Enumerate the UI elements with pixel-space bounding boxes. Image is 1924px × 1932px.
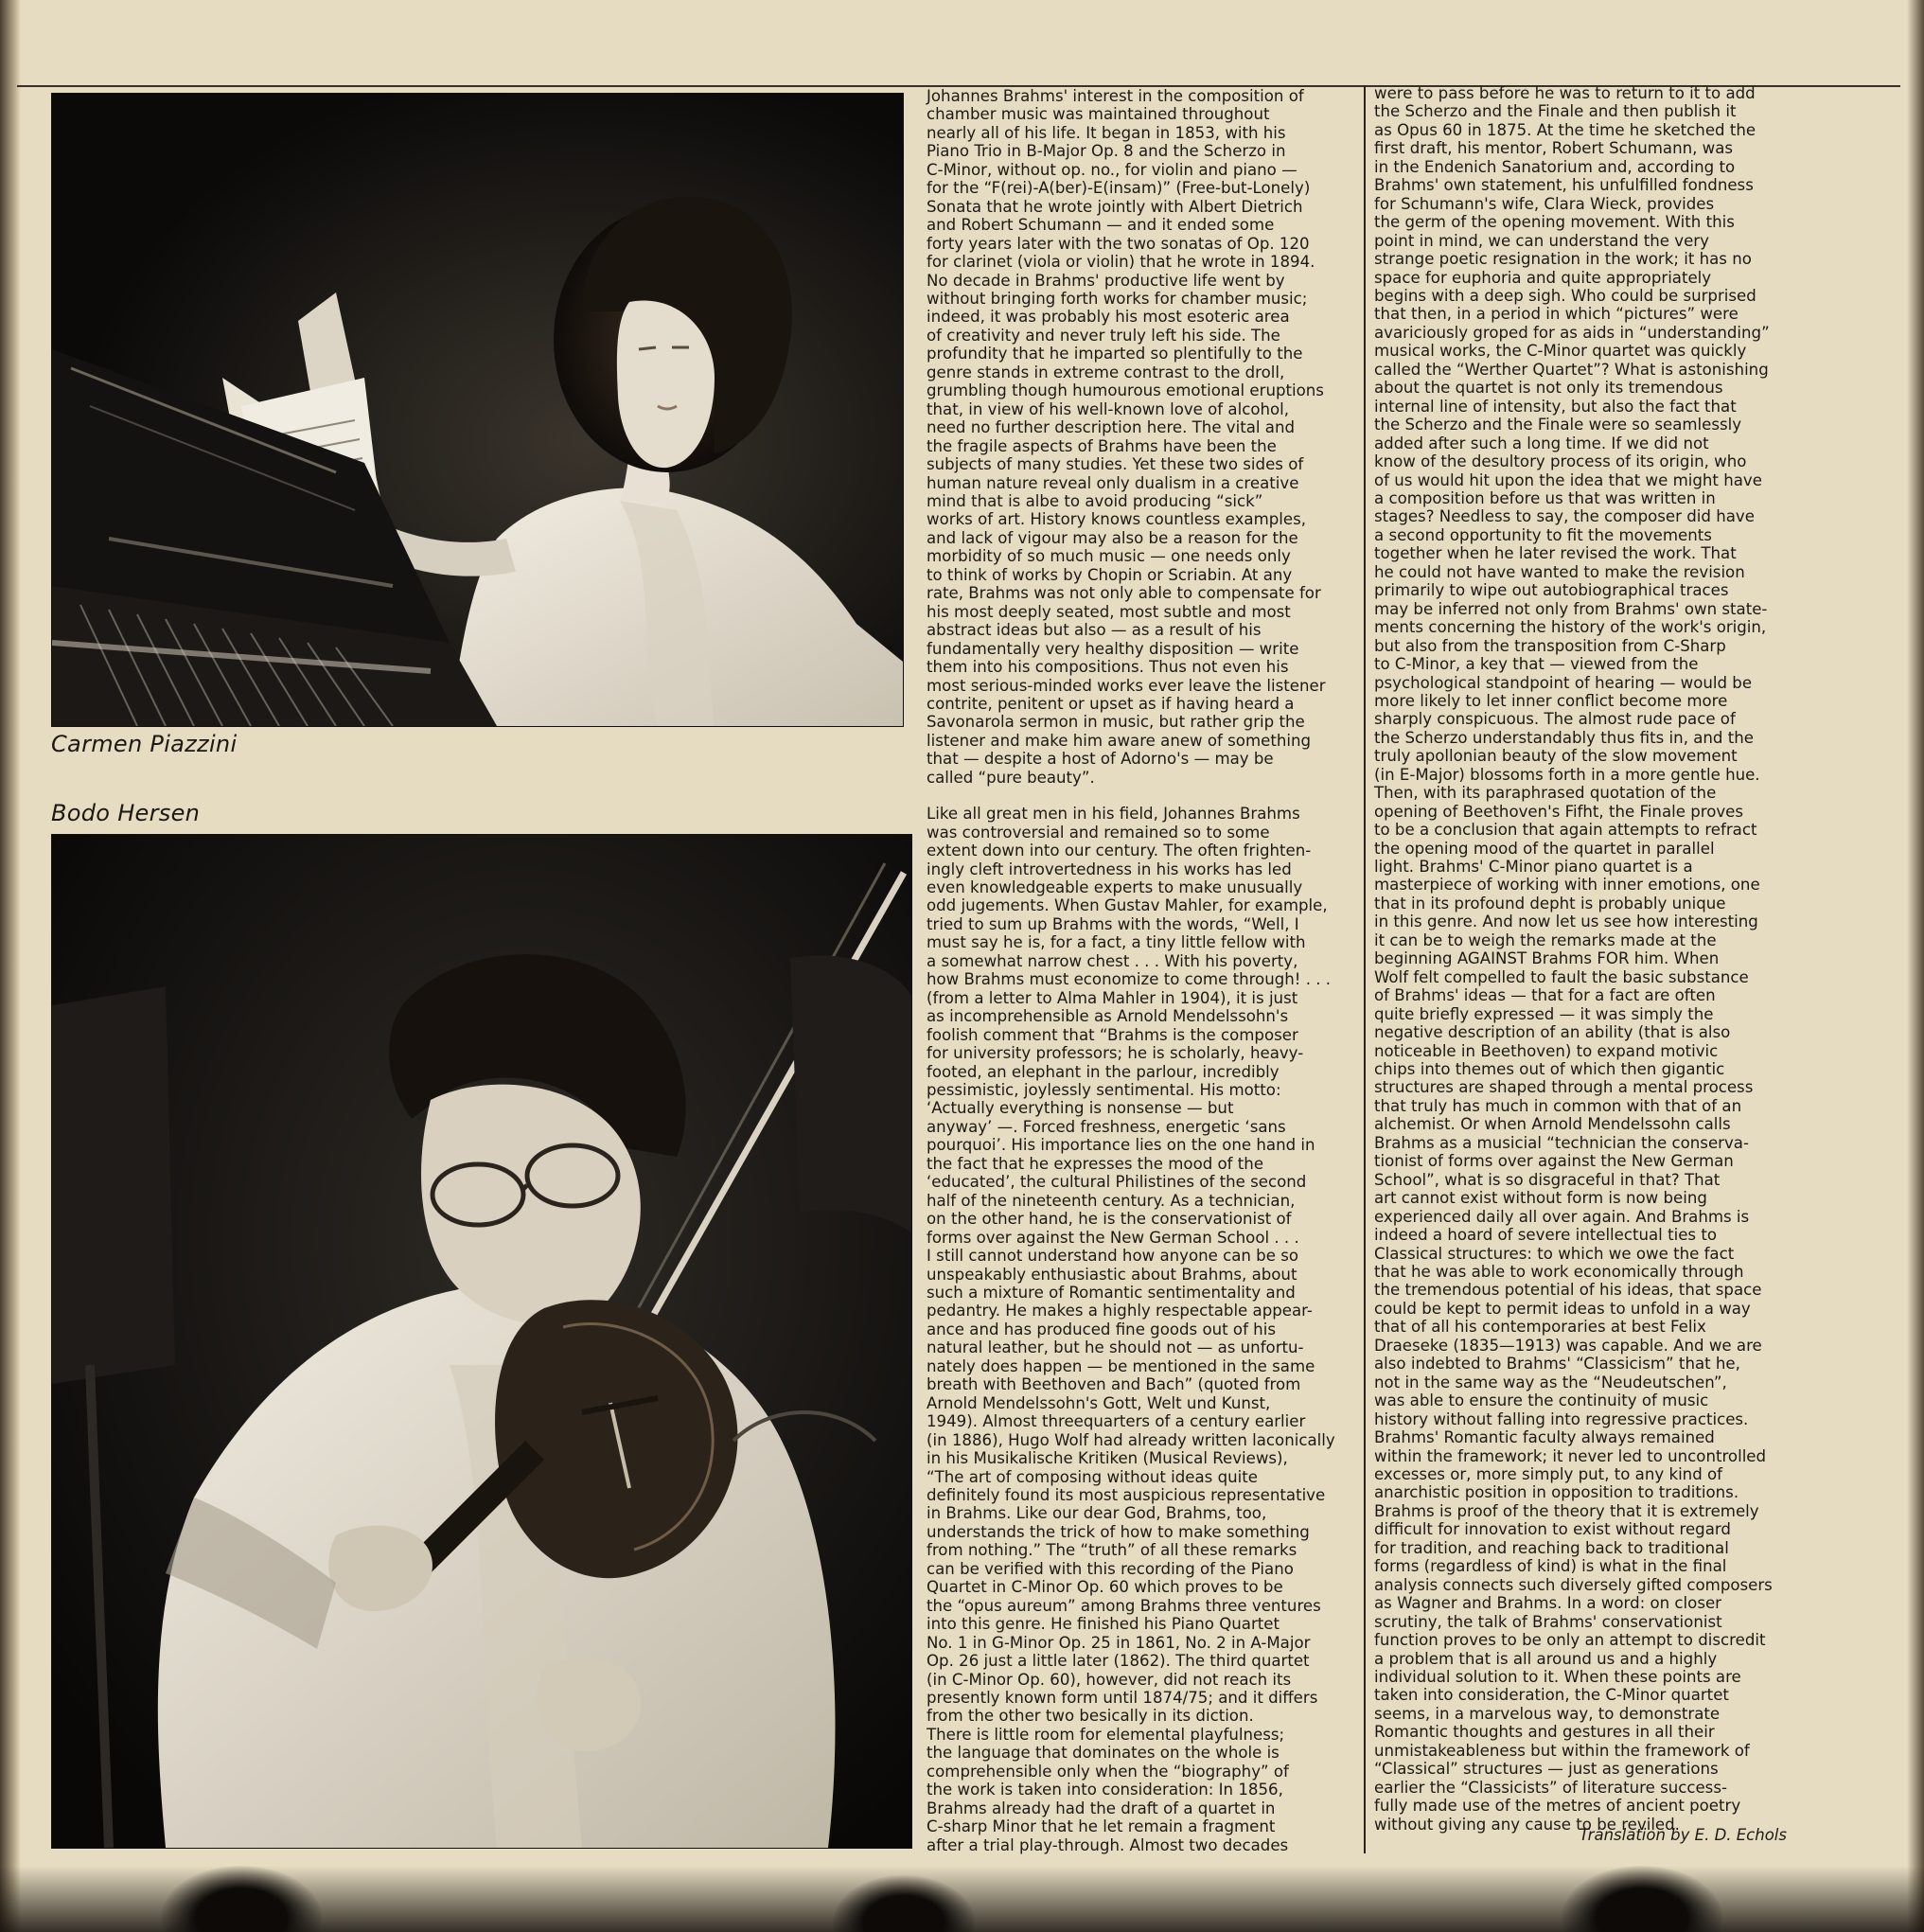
caption-violinist: Bodo Hersen bbox=[51, 800, 201, 826]
essay-paragraph: Johannes Brahms' interest in the composition of chamber music was maintained throughout nearly all of his life. It began in 1853, with his Piano Trio in B-Major Op. 8 and the Scherzo in C-Minor, without op. no., for violin and piano — for the “F(rei)-A(ber)-E(insam)” (Free-but-Lonely) Sonata that he wrote jointly with Albert Dietrich and Robert Schumann — and it ended some forty years later with the two sonatas of Op. 120 for clarinet (viola or violin) that he wrote in 1894. No decade in Brahms' productive life went by without bringing forth works for chamber music; indeed, it was probably his most esoteric area of creativity and never truly left his side. The profundity that he imparted so plentifully to the genre stands in extreme contrast to the droll, grumbling though humourous emotional eruptions that, in view of his well-known love of alcohol, need no further description here. The vital and the fragile aspects of Brahms have been the subjects of many studies. Yet these two sides of human nature reveal only dualism in a creative mind that is albe to avoid producing “sick” works of art. History knows countless examples, and lack of vigour may also be a reason for the morbidity of so much music — one needs only to think of works by Chopin or Scriabin. At any rate, Brahms was not only able to compensate for his most deeply seated, most subtle and most abstract ideas but also — as a result of his fundamentally very healthy disposition — write them into his compositions. Thus not even his most serious-minded works ever leave the listener contrite, penitent or upset as if having heard a Savonarola sermon in music, but rather grip the listener and make him aware anew of something that — despite a host of Adorno's — may be called “pure beauty”. bbox=[927, 87, 1326, 787]
translation-credit: Translation by E. D. Echols bbox=[1579, 1826, 1787, 1844]
essay-paragraph: Like all great men in his field, Johannes Brahms was controversial and remained so to some extent down into our century. The often frighten- ingly cleft introvertedness in his works has led even knowledgeable experts to make unusually odd jugements. When Gustav Mahler, for example, tried to sum up Brahms with the words, “Well, I must say he is, for a fact, a tiny little fellow with a somewhat narrow chest . . . With his poverty, how Brahms must economize to come through! . . . (from a letter to Alma Mahler in 1904), it is just as incomprehensible as Arnold Mendelssohn's foolish comment that “Brahms is the composer for university professors; he is scholarly, heavy- footed, an elephant in the parlour, incredibly pessimistic, joylessly sentimental. His motto: ‘Actually everything is nonsense — but anyway’ —. Forced freshness, energetic ‘sans pourquoi’. His importance lies on the one hand in the fact that he expresses the mood of the ‘educated’, the cultural Philistines of the second half of the nineteenth century. As a technician, on the other hand, he is the conservationist of forms over against the New German School . . . I still cannot understand how anyone can be so unspeakably enthusiastic about Brahms, about such a mixture of Romantic sentimentality and pedantry. He makes a highly respectable appear- ance and has produced fine goods out of his natural leather, but he should not — as unfortu- nately does happen — be mentioned in the same breath with Beethoven and Bach” (quoted from Arnold Mendelssohn's Gott, Welt und Kunst, 1949). Almost threequarters of a century earlier (in 1886), Hugo Wolf had already written laconically in his Musikalische Kritiken (Musical Reviews), “The art of composing without ideas quite definitely found its most auspicious representative in Brahms. Like our dear God, Brahms, too, understands the trick of how to make something from nothing.” The “truth” of all these remarks can be verified with this recording of the Piano Quartet in C-Minor Op. 60 which proves to be the “opus aureum” among Brahms three ventures into this genre. He finished his Piano Quartet No. 1 in G-Minor Op. 25 in 1861, No. 2 in A-Major Op. 26 just a little later (1862). The third quartet (in C-Minor Op. 60), however, did not reach its presently known form until 1874/75; and it differs from the other two besically in its diction. There is little room for elemental playfulness; the language that dominates on the whole is comprehensible only when the “biography” of the work is taken into consideration: In 1856, Brahms already had the draft of a quartet in C-sharp Minor that he let remain a fragment after a trial play-through. Almost two decades bbox=[927, 805, 1335, 1854]
essay-paragraph: were to pass before he was to return to it to add the Scherzo and the Finale and then publish it as Opus 60 in 1875. At the time he sketched the first draft, his mentor, Robert Schumann, was in the Endenich Sanatorium and, according to Brahms' own statement, his unfulfilled fondness for Schumann's wife, Clara Wieck, provides the germ of the opening movement. With this point in mind, we can understand the very strange poetic resignation in the work; it has no space for euphoria and quite appropriately begins with a deep sigh. Who could be surprised that then, in a period in which “pictures” were avariciously groped for as aids in “understanding” musical works, the C-Minor quartet was quickly called the “Werther Quartet”? What is astonishing about the quartet is not only its tremendous internal line of intensity, but also the fact that the Scherzo and the Finale were so seamlessly added after such a long time. If we did not know of the desultory process of its origin, who of us would hit upon the idea that we might have a composition before us that was written in stages? Needless to say, the composer did have a second opportunity to fit the movements together when he later revised the work. That he could not have wanted to make the revision primarily to wipe out autobiographical traces may be inferred not only from Brahms' own state- ments concerning the history of the work's origin, but also from the transposition from C-Sharp to C-Minor, a key that — viewed from the psychological standpoint of hearing — would be more likely to let inner conflict become more sharply conspicuous. The almost rude pace of the Scherzo understandably thus fits in, and the truly apollonian beauty of the slow movement (in E-Major) blossoms forth in a more gentle hue. Then, with its paraphrased quotation of the opening of Beethoven's Fifht, the Finale proves to be a conclusion that again attempts to refract the opening mood of the quartet in parallel light. Brahms' C-Minor piano quartet is a masterpiece of working with inner emotions, one that in its profound depht is probably unique in this genre. And now let us see how interesting it can be to weigh the remarks made at the beginning AGAINST Brahms FOR him. When Wolf felt compelled to fault the basic substance of Brahms' ideas — that for a fact are often quite briefly expressed — it was simply the negative description of an ability (that is also noticeable in Beethoven) to expand motivic chips into themes out of which then gigantic structures are shaped through a mental process that truly has much in common with that of an alchemist. Or when Arnold Mendelssohn calls Brahms as a musicial “technician the conserva- tionist of forms over against the New German School”, what is so disgraceful in that? That art cannot exist without form is now being experienced daily all over again. And Brahms is indeed a hoard of severe intellectual ties to Classical structures: to which we owe the fact that he was able to work economically through the tremendous potential of his ideas, that space could be kept to permit ideas to unfold in a way that of all his contemporaries at best Felix Draeseke (1835—1913) was capable. And we are also indebted to Brahms' “Classicism” that he, not in the same way as the “Neudeutschen”, was able to ensure the continuity of music history without falling into regressive practices. Brahms' Romantic faculty always remained within the framework; it never led to uncontrolled excesses or, more simply put, to any kind of anarchistic position in opposition to traditions. Brahms is proof of the theory that it is extremely difficult for innovation to exist without regard for tradition, and reaching back to traditional forms (regardless of kind) is what in the final analysis connects such diversely gifted composers as Wagner and Brahms. In a word: on closer scrutiny, the talk of Brahms' conservationist function proves to be only an attempt to discredit a problem that is all around us and a highly individual solution to it. When these points are taken into consideration, the C-Minor quartet seems, in a marvelous way, to demonstrate Romantic thoughts and gestures in all their unmistakeableness but within the framework of “Classical” structures — just as generations earlier the “Classicists” of literature success- fully made use of the metres of ancient poetry without giving any cause to be reviled. bbox=[1374, 84, 1773, 1834]
spine-shadow bbox=[0, 0, 21, 1932]
text-column-left bbox=[927, 87, 1346, 1854]
photo-pianist bbox=[51, 93, 904, 727]
violinist-photo-illustration bbox=[52, 835, 911, 1848]
caption-pianist: Carmen Piazzini bbox=[51, 731, 238, 757]
photo-violinist bbox=[51, 834, 912, 1849]
text-column-right bbox=[1374, 84, 1802, 1834]
pianist-photo-illustration bbox=[52, 94, 903, 726]
edge-shadow bbox=[1907, 0, 1924, 1932]
column-divider bbox=[1364, 85, 1366, 1853]
